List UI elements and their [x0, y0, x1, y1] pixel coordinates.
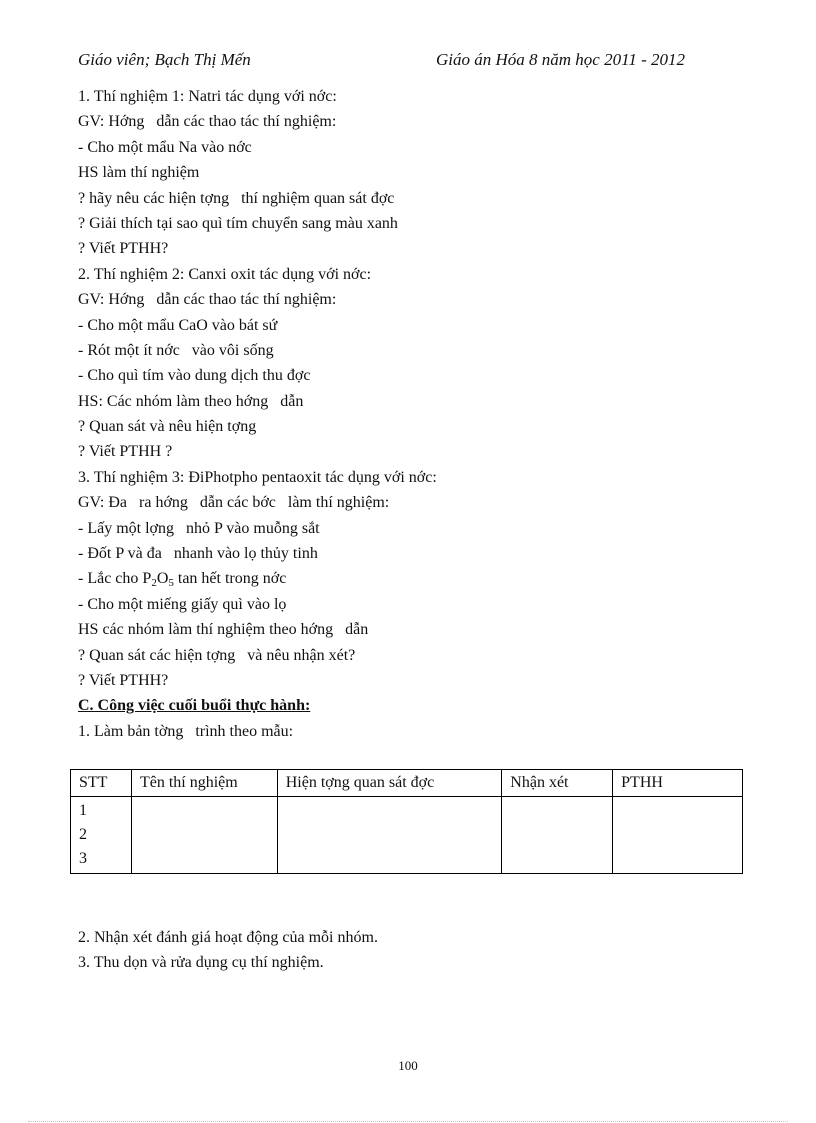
- section-c-title: C. Công việc cuối buổi thực hành:: [78, 697, 311, 715]
- text-line: GV: Hớng dẫn các thao tác thí nghiệm:: [78, 291, 337, 309]
- text-line: - Đốt P và đa nhanh vào lọ thủy tinh: [78, 545, 318, 563]
- text-line: 2. Nhận xét đánh giá hoạt động của mỗi nhóm.: [78, 929, 378, 946]
- page-number: 100: [398, 1058, 418, 1073]
- p2o5-line: [78, 566, 758, 591]
- table-header-row: [71, 770, 743, 797]
- text-line: - Lấy một lợng nhỏ P vào muỗng sắt: [78, 519, 320, 537]
- header-teacher: Giáo viên; Bạch Thị Mến: [78, 50, 251, 69]
- remarks-cell: [502, 797, 613, 874]
- closing-tasks: [78, 925, 758, 976]
- stt-value: 2: [79, 826, 87, 843]
- text-line: HS các nhóm làm thí nghiệm theo hớng dẫn: [78, 621, 369, 639]
- text-line: - Rót một ít nớc vào vôi sống: [78, 341, 274, 359]
- text-line: ? Viết PTHH ?: [78, 443, 173, 461]
- text-line: ? hãy nêu các hiện tợng thí nghiệm quan sát đợc: [78, 189, 395, 207]
- report-intro: 1. Làm bản tờng trình theo mẫu:: [78, 722, 294, 740]
- text-line: 3. Thu dọn và rửa dụng cụ thí nghiệm.: [78, 954, 324, 972]
- p2o5-suffix: tan hết trong nớc: [173, 570, 287, 588]
- col-header-stt: STT: [71, 770, 132, 797]
- header-lesson-plan: Giáo án Hóa 8 năm học 2011 - 2012: [436, 50, 685, 69]
- p2o5-sub-2: 2: [151, 577, 157, 590]
- text-line: - Cho một mẩu Na vào nớc: [78, 138, 252, 156]
- text-line: ? Giải thích tại sao quì tím chuyển sang màu xanh: [78, 214, 398, 232]
- text-line: GV: Hớng dẫn các thao tác thí nghiệm:: [78, 113, 337, 131]
- table-row: [71, 797, 743, 874]
- text-line: HS: Các nhóm làm theo hớng dẫn: [78, 392, 304, 410]
- text-line: ? Viết PTHH?: [78, 671, 169, 689]
- observed-phenomena-cell: [277, 797, 502, 874]
- text-line: ? Viết PTHH?: [78, 240, 169, 258]
- text-line: GV: Đa ra hớng dẫn các bớc làm thí nghiệm:: [78, 494, 390, 512]
- p2o5-prefix: - Lắc cho P: [78, 570, 152, 588]
- text-line: 3. Thí nghiệm 3: ĐiPhotpho pentaoxit tác dụng với nớc:: [78, 468, 437, 486]
- main-content: [78, 84, 758, 744]
- text-line: HS làm thí nghiệm: [78, 164, 200, 182]
- text-line: - Cho một miếng giấy quì vào lọ: [78, 595, 287, 613]
- p2o5-sub-5: 5: [168, 577, 174, 590]
- stt-value: 3: [79, 850, 87, 867]
- text-line: - Cho quì tím vào dung dịch thu đợc: [78, 367, 311, 385]
- stt-cell: [71, 797, 132, 874]
- col-header-observed-phenomena: Hiện tợng quan sát đợc: [277, 770, 502, 797]
- page-bottom-divider: [28, 1121, 788, 1122]
- report-table-wrapper: [70, 769, 743, 874]
- col-header-pthh: PTHH: [613, 770, 743, 797]
- experiment-name-cell: [131, 797, 277, 874]
- text-line: - Cho một mẩu CaO vào bát sứ: [78, 316, 278, 334]
- text-line: ? Quan sát các hiện tợng và nêu nhận xét?: [78, 646, 356, 664]
- text-line: ? Quan sát và nêu hiện tợng: [78, 418, 257, 436]
- pthh-cell: [613, 797, 743, 874]
- col-header-remarks: Nhận xét: [502, 770, 613, 797]
- text-line: 1. Thí nghiệm 1: Natri tác dụng với nớc:: [78, 88, 337, 105]
- report-table: [70, 769, 743, 874]
- stt-value: 1: [79, 802, 87, 819]
- col-header-experiment-name: Tên thí nghiệm: [131, 770, 277, 797]
- text-line: 2. Thí nghiệm 2: Canxi oxit tác dụng với nớc:: [78, 265, 372, 283]
- p2o5-oxygen: O: [156, 570, 169, 588]
